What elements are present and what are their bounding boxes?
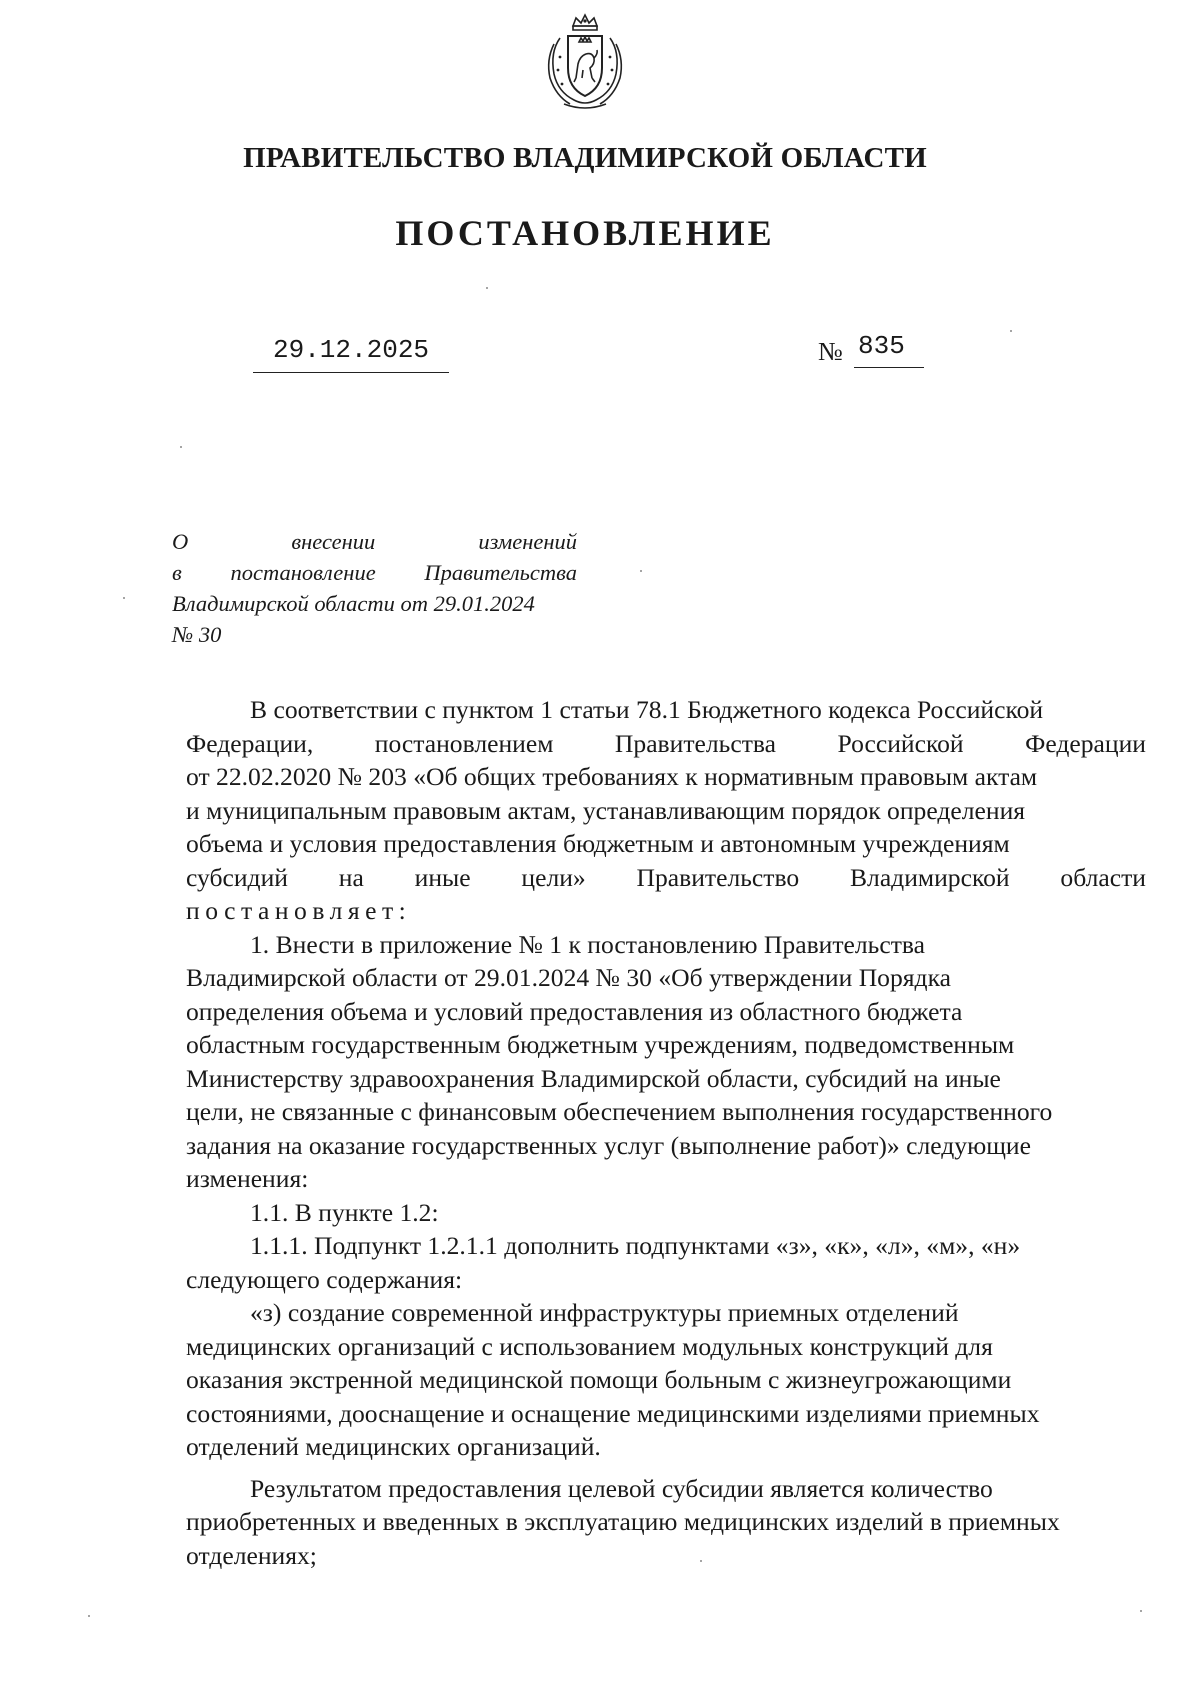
date-underline bbox=[253, 372, 449, 373]
word: цели» bbox=[521, 862, 586, 892]
text-line: 1. Внести в приложение № 1 к постановлению Правительства bbox=[250, 929, 925, 959]
text-line: от 22.02.2020 № 203 «Об общих требованиях к нормативным правовым актам bbox=[186, 762, 1038, 791]
number-sign: № bbox=[818, 337, 843, 366]
word: Владимирской bbox=[849, 862, 1010, 892]
text-line: отделений медицинских организаций. bbox=[186, 1432, 601, 1461]
subject-word: в bbox=[172, 560, 182, 585]
text-line: цели, не связанные с финансовым обеспечением выполнения государственного bbox=[186, 1097, 1053, 1126]
coat-of-arms-emblem bbox=[540, 12, 630, 112]
word: Федерации bbox=[1025, 728, 1146, 758]
subject-line: № 30 bbox=[172, 622, 222, 647]
subject-word: внесении bbox=[291, 529, 376, 554]
document-number bbox=[818, 331, 928, 375]
text-line: состояниями, дооснащение и оснащение медицинскими изделиями приемных bbox=[186, 1398, 1040, 1428]
text-line: медицинских организаций с использованием модульных конструкций для bbox=[186, 1331, 993, 1361]
text-line: Владимирской области от 29.01.2024 № 30 «Об утверждении Порядка bbox=[186, 963, 951, 992]
subject-line bbox=[172, 557, 577, 588]
number-value: 835 bbox=[858, 331, 905, 361]
text-line: изменения: bbox=[186, 1164, 309, 1193]
subject-line: Владимирской области от 29.01.2024 bbox=[172, 591, 535, 616]
scan-speck bbox=[700, 1560, 702, 1562]
text-line: 1.1.1. Подпункт 1.2.1.1 дополнить подпунктами «з», «к», «л», «м», «н» bbox=[250, 1231, 1021, 1260]
word: на bbox=[338, 862, 364, 892]
scan-speck bbox=[180, 446, 182, 448]
text-line: и муниципальным правовым актам, устанавливающим порядок определения bbox=[186, 795, 1026, 825]
text-line-resolves: постановляет: bbox=[186, 896, 412, 925]
document-type-title: ПОСТАНОВЛЕНИЕ bbox=[395, 213, 775, 253]
scan-speck bbox=[640, 570, 642, 572]
text-line: определения объема и условий предоставления из областного бюджета bbox=[186, 996, 963, 1026]
word: Правительства bbox=[614, 728, 776, 758]
text-line: задания на оказание государственных услуг (выполнение работ)» следующие bbox=[186, 1130, 1031, 1160]
subject-line bbox=[172, 526, 577, 557]
number-underline bbox=[854, 367, 924, 368]
word: области bbox=[1060, 862, 1146, 892]
text-line bbox=[186, 727, 1146, 761]
subject-word: постановление bbox=[230, 560, 376, 585]
subject-word: О bbox=[172, 529, 189, 554]
scan-speck bbox=[1010, 330, 1012, 332]
scan-speck bbox=[88, 1615, 90, 1617]
text-line: отделениях; bbox=[186, 1540, 317, 1570]
text-line: 1.1. В пункте 1.2: bbox=[250, 1197, 439, 1227]
organization-title: ПРАВИТЕЛЬСТВО ВЛАДИМИРСКОЙ ОБЛАСТИ bbox=[243, 142, 927, 174]
scan-speck bbox=[123, 597, 125, 599]
subject-word: изменений bbox=[478, 529, 577, 554]
text-line bbox=[186, 861, 1146, 895]
text-line: областным государственным бюджетным учреждениям, подведомственным bbox=[186, 1030, 1015, 1059]
word: постановлением bbox=[374, 728, 554, 758]
word: Федерации, bbox=[186, 728, 314, 758]
text-line: приобретенных и введенных в эксплуатацию медицинских изделий в приемных bbox=[186, 1507, 1060, 1536]
word: иные bbox=[414, 862, 471, 892]
text-line: «з) создание современной инфраструктуры приемных отделений bbox=[250, 1298, 959, 1327]
document-body bbox=[186, 693, 1146, 1572]
date-value: 29.12.2025 bbox=[273, 335, 430, 365]
scan-speck bbox=[486, 287, 488, 289]
scan-speck bbox=[1140, 1610, 1142, 1612]
text-line: следующего содержания: bbox=[186, 1264, 463, 1294]
word: субсидий bbox=[186, 862, 288, 892]
text-line: оказания экстренной медицинской помощи больным с жизнеугрожающими bbox=[186, 1365, 1012, 1394]
subject-word: Правительства bbox=[424, 560, 577, 585]
document-subject bbox=[172, 526, 577, 650]
text-line: В соответствии с пунктом 1 статьи 78.1 Бюджетного кодекса Российской bbox=[250, 695, 1044, 724]
paragraph-gap bbox=[186, 1464, 1146, 1472]
text-line: Результатом предоставления целевой субсидии является количество bbox=[250, 1473, 993, 1503]
text-line: Министерству здравоохранения Владимирской области, субсидий на иные bbox=[186, 1063, 1001, 1093]
word: Правительство bbox=[636, 862, 800, 892]
text-line: объема и условия предоставления бюджетным и автономным учреждениям bbox=[186, 829, 1010, 858]
document-date bbox=[253, 335, 453, 375]
word: Российской bbox=[837, 728, 964, 758]
